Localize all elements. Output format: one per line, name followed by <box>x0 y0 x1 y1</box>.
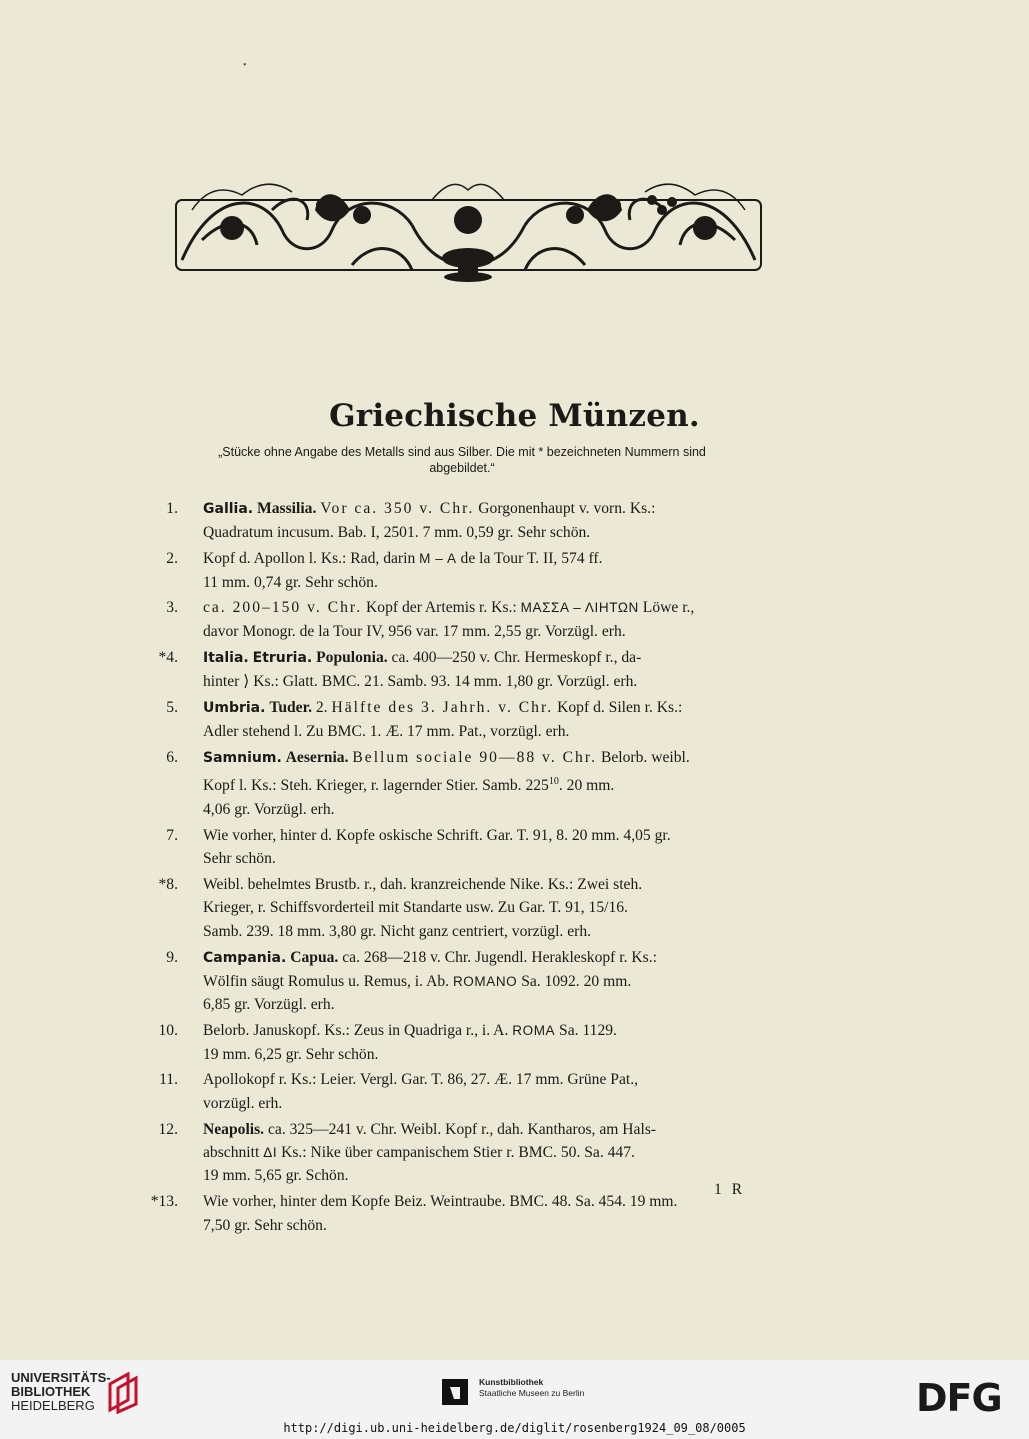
catalogue-entry <box>140 596 790 643</box>
entry-text: 19 mm. 5,65 gr. Schön. <box>203 1167 349 1185</box>
signature-mark: 1 R <box>714 1181 746 1198</box>
entry-text: Gorgonenhaupt v. vorn. Ks.: <box>474 500 656 517</box>
entry-number: *4. <box>158 648 178 666</box>
entry-text: Italia. <box>203 649 249 666</box>
ub-line: HEIDELBERG <box>11 1398 95 1413</box>
entry-text: ROMA <box>512 1023 556 1039</box>
catalogue-entry <box>140 497 790 545</box>
entry-text: ca. 400—250 v. Chr. Hermeskopf r., da- <box>387 648 642 666</box>
entry-text: vorzügl. erh. <box>203 1094 283 1112</box>
entry-number: 11. <box>159 1071 178 1089</box>
ornamental-headpiece <box>172 170 765 288</box>
entry-number: 5. <box>166 698 178 716</box>
ub-line: UNIVERSITÄTS- <box>11 1370 111 1385</box>
entry-text: 11 mm. 0,74 gr. Sehr schön. <box>203 573 378 591</box>
catalogue-entry <box>140 824 790 871</box>
catalogue-entry <box>140 746 790 821</box>
catalogue-entry <box>140 1118 790 1188</box>
entry-text: Samb. 239. 18 mm. 3,80 gr. Nicht ganz centriert, vorzügl. erh. <box>203 922 592 940</box>
entry-text: Umbria. <box>203 699 266 716</box>
entry-line <box>203 521 790 544</box>
kunstbibliothek-icon <box>440 1377 470 1407</box>
entry-number: 12. <box>158 1120 178 1138</box>
entry-number: 2. <box>166 550 178 568</box>
entry-text: Etruria. <box>252 649 313 666</box>
entry-text: Löwe r., <box>638 599 695 617</box>
entry-text: Gallia. <box>203 501 254 517</box>
entry-line <box>203 1019 790 1042</box>
entry-number: 7. <box>166 826 178 844</box>
entry-text: Populonia. <box>316 648 388 666</box>
entry-number: *13. <box>150 1193 178 1211</box>
entry-line <box>203 596 790 619</box>
kunstbibliothek-label <box>479 1377 584 1399</box>
entry-text: Wölfin säugt Romulus u. Remus, i. Ab. <box>203 973 453 991</box>
entry-line <box>203 620 790 643</box>
entry-line <box>203 896 790 919</box>
entry-line <box>203 696 790 720</box>
entry-text: Quadratum incusum. Bab. I, 2501. 7 mm. 0,59 gr. Sehr schön. <box>203 524 591 542</box>
entry-text: . 20 mm. <box>558 777 615 795</box>
entry-line <box>203 970 790 993</box>
entry-text: 2. <box>311 698 332 716</box>
entry-text: Sa. 1129. <box>555 1022 617 1040</box>
entry-text: Tuder. <box>269 698 312 716</box>
entry-text: ca. 325—241 v. Chr. Weibl. Kopf r., dah. Kantharos, am Hals- <box>264 1120 657 1138</box>
catalogue-entry <box>140 696 790 744</box>
entry-text: Neapolis. <box>203 1120 265 1138</box>
entry-line <box>203 1214 790 1237</box>
entry-line <box>203 1164 790 1187</box>
entry-text: 7,50 gr. Sehr schön. <box>203 1216 327 1234</box>
catalogue-entry <box>140 946 790 1017</box>
entry-line <box>203 746 790 770</box>
entry-line <box>203 646 790 670</box>
entry-line <box>203 571 790 594</box>
entry-text: Kopf d. Silen r. Ks.: <box>553 698 683 716</box>
entry-line <box>203 670 790 693</box>
entry-text: 19 mm. 6,25 gr. Sehr schön. <box>203 1045 379 1063</box>
entry-text: Wie vorher, hinter dem Kopfe Beiz. Weintraube. BMC. 48. Sa. 454. 19 mm. <box>203 1193 678 1211</box>
ub-line: BIBLIOTHEK <box>11 1384 91 1399</box>
entry-line <box>203 770 790 798</box>
kb-line: Staatliche Museen zu Berlin <box>479 1388 585 1398</box>
entry-text: Aesernia. <box>285 749 349 767</box>
entry-text: M – A <box>419 551 457 567</box>
catalogue-entry <box>140 646 790 694</box>
entry-text: 6,85 gr. Vorzügl. erh. <box>203 996 335 1014</box>
entry-number: 10. <box>158 1022 178 1040</box>
ub-heidelberg-logo <box>11 1371 111 1413</box>
entry-text: 4,06 gr. Vorzügl. erh. <box>203 801 335 819</box>
entry-text: Apollokopf r. Ks.: Leier. Vergl. Gar. T. 86, 27. Æ. 17 mm. Grüne Pat., <box>203 1071 639 1089</box>
subtitle-line: „Stücke ohne Angabe des Metalls sind aus Silber. Die mit * bezeichneten Nummern sind <box>218 445 706 459</box>
entry-number: 3. <box>166 599 178 617</box>
catalogue-entry <box>140 1190 790 1237</box>
source-url[interactable]: http://digi.ub.uni-heidelberg.de/diglit/rosenberg1924_09_08/0005 <box>283 1421 746 1435</box>
entry-line <box>203 798 790 821</box>
entry-number: 9. <box>166 948 178 966</box>
entry-text: 10 <box>548 776 559 788</box>
entry-number: *8. <box>158 876 178 894</box>
entry-text: Campania. <box>203 949 287 966</box>
entry-text: Kopf l. Ks.: Steh. Krieger, r. lagernder Stier. Samb. 225 <box>203 777 549 795</box>
entry-text: davor Monogr. de la Tour IV, 956 var. 17 mm. 2,55 gr. Vorzügl. erh. <box>203 622 626 640</box>
entry-line <box>203 824 790 847</box>
entry-text: Vor ca. 350 v. Chr. <box>320 500 475 517</box>
catalogue-entry <box>140 547 790 594</box>
entry-text: Wie vorher, hinter d. Kopfe oskische Schrift. Gar. T. 91, 8. 20 mm. 4,05 gr. <box>203 826 671 844</box>
entry-line <box>203 847 790 870</box>
entry-line <box>203 547 790 570</box>
entry-text: ΜΑΣΣΑ – ΛΙΗΤΩΝ <box>520 600 639 616</box>
entry-text: abschnitt <box>203 1144 264 1162</box>
entry-text: ca. 200–150 v. Chr. <box>203 599 363 617</box>
entry-text: Sa. 1092. 20 mm. <box>517 973 632 991</box>
entry-line <box>203 1043 790 1066</box>
catalogue-entry <box>140 1068 790 1115</box>
subtitle-line: abgebildet.“ <box>429 461 495 475</box>
entry-text: hinter ⟩ Ks.: Glatt. BMC. 21. Samb. 93. 14 mm. 1,80 gr. Vorzügl. erh. <box>203 673 638 691</box>
entry-line <box>203 946 790 970</box>
entry-text: Weibl. behelmtes Brustb. r., dah. kranzreichende Nike. Ks.: Zwei steh. <box>203 876 643 894</box>
entry-line <box>203 1190 790 1213</box>
dfg-logo: DFG <box>916 1376 1002 1420</box>
entry-number: 6. <box>166 749 178 767</box>
ub-mark-icon <box>104 1370 142 1414</box>
entry-text: Krieger, r. Schiffsvorderteil mit Standarte usw. Zu Gar. T. 91, 15/16. <box>203 899 628 917</box>
entry-text: Kopf d. Apollon l. Ks.: Rad, darin <box>203 550 420 568</box>
subtitle-note <box>160 444 764 476</box>
entry-line <box>203 1141 790 1164</box>
entry-text: ca. 268—218 v. Chr. Jugendl. Herakleskopf r. Ks.: <box>338 948 657 966</box>
entry-text: Samnium. <box>203 750 282 767</box>
entry-text: ROMANO <box>452 974 518 990</box>
entry-text: Belorb. weibl. <box>597 749 690 767</box>
entry-text: Kopf der Artemis r. Ks.: <box>362 599 521 617</box>
entry-text: Ks.: Nike über campanischem Stier r. BMC. 50. Sa. 447. <box>277 1144 635 1162</box>
entry-line <box>203 993 790 1016</box>
catalogue-entry <box>140 873 790 943</box>
entry-text: Adler stehend l. Zu BMC. 1. Æ. 17 mm. Pat., vorzügl. erh. <box>203 723 570 741</box>
entry-text: Sehr schön. <box>203 850 276 868</box>
page-title: Griechische Münzen. <box>329 398 700 434</box>
catalogue-entry <box>140 1019 790 1066</box>
entry-line <box>203 1068 790 1091</box>
kb-line: Kunstbibliothek <box>479 1377 544 1387</box>
catalogue-entries <box>140 497 790 1239</box>
entry-text: Massilia. <box>257 500 317 517</box>
entry-text: Bellum sociale 90—88 v. Chr. <box>352 749 598 767</box>
entry-line <box>203 920 790 943</box>
entry-number: 1. <box>166 500 178 517</box>
entry-line <box>203 873 790 896</box>
entry-line <box>203 1118 790 1141</box>
entry-line <box>203 497 790 521</box>
speck: • <box>243 60 247 71</box>
entry-text: Hälfte des 3. Jahrh. v. Chr. <box>331 698 554 716</box>
entry-text: Capua. <box>290 948 339 966</box>
entry-line <box>203 1092 790 1115</box>
entry-text: ΔΙ <box>263 1145 278 1161</box>
entry-text: de la Tour T. II, 574 ff. <box>456 550 603 568</box>
entry-line <box>203 720 790 743</box>
entry-text: Belorb. Januskopf. Ks.: Zeus in Quadriga r., i. A. <box>203 1022 513 1040</box>
